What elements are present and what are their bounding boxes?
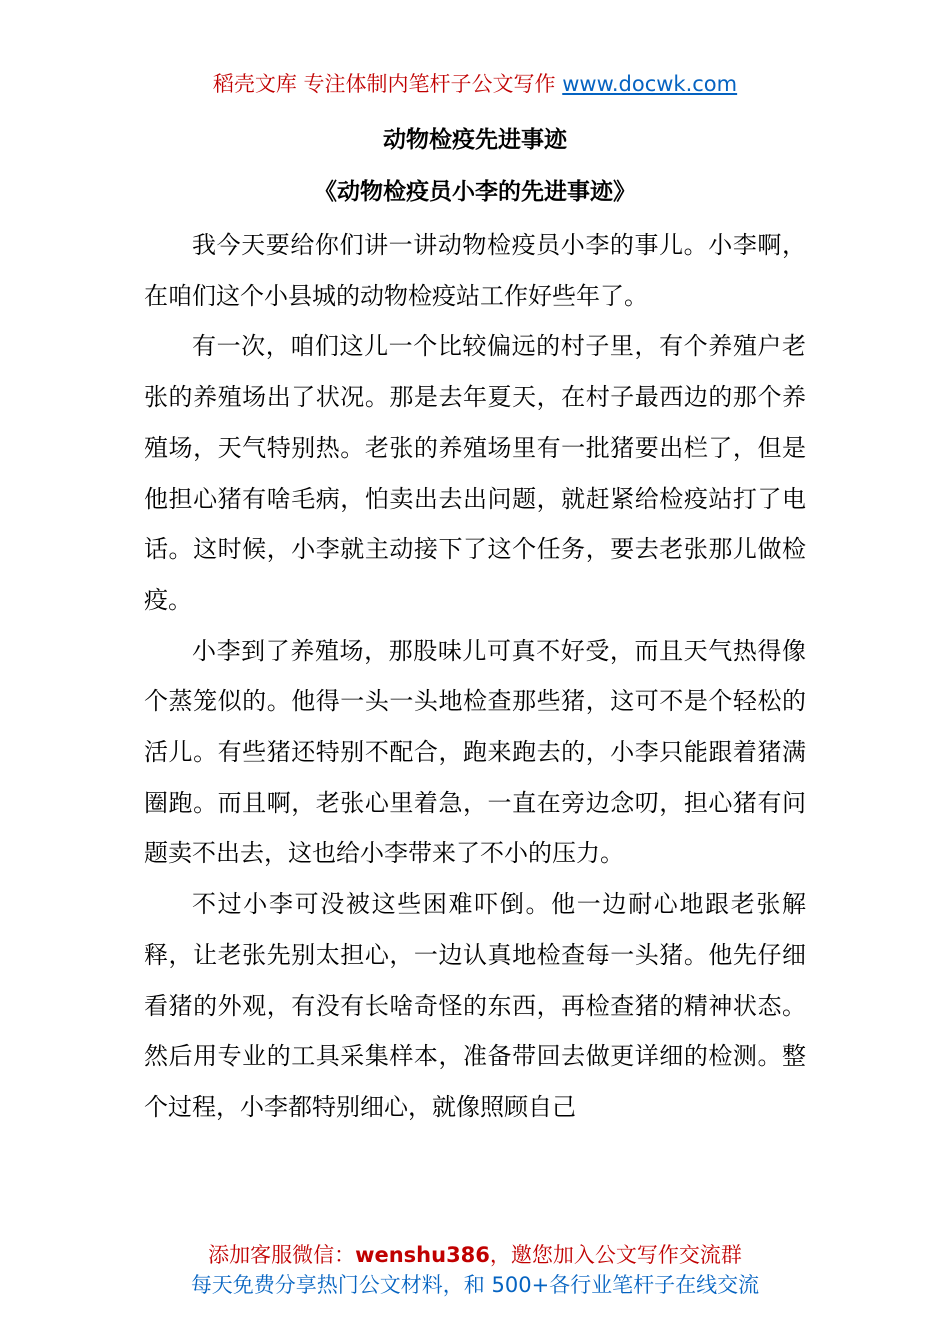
brand-text: 稻壳文库 专注体制内笔杆子公文写作 [212, 72, 556, 96]
paragraph-2: 有一次，咱们这儿一个比较偏远的村子里，有个养殖户老张的养殖场出了状况。那是去年夏天，在村子最西边的那个养殖场，天气特别热。老张的养殖场里有一批猪要出栏了，但是他担心猪有啥毛病，怕卖出去出问题，就赶紧给检疫站打了电话。这时候，小李就主动接下了这个任务，要去老张那儿做检疫。 [144, 332, 806, 614]
footer-promo-line: 每天免费分享热门公文材料，和 500+各行业笔杆子在线交流 [190, 1273, 760, 1297]
footer-contact-line [0, 1240, 950, 1270]
paragraph-4: 不过小李可没被这些困难吓倒。他一边耐心地跟老张解释，让老张先别太担心，一边认真地检查每一头猪。他先仔细看猪的外观，有没有长啥奇怪的东西，再检查猪的精神状态。然后用专业的工具采集样本，准备带回去做更详细的检测。整个过程，小李都特别细心，就像照顾自己 [144, 890, 806, 1121]
site-link[interactable]: www.docwk.com [562, 72, 738, 96]
footer-prefix: 添加客服微信： [208, 1243, 356, 1267]
paragraph-3: 小李到了养殖场，那股味儿可真不好受，而且天气热得像个蒸笼似的。他得一头一头地检查那些猪，这可不是个轻松的活儿。有些猪还特别不配合，跑来跑去的，小李只能跟着猪满圈跑。而且啊，老张心里着急，一直在旁边念叨，担心猪有问题卖不出去，这也给小李带来了不小的压力。 [144, 636, 806, 868]
footer-suffix: ，邀您加入公文写作交流群 [489, 1243, 742, 1267]
document-subtitle: 《动物检疫员小李的先进事迹》 [314, 179, 636, 205]
wechat-id: wenshu386 [355, 1243, 490, 1267]
page-header [0, 68, 950, 100]
document-body [144, 220, 806, 1180]
document-title: 动物检疫先进事迹 [383, 127, 567, 153]
paragraph-1: 我今天要给你们讲一讲动物检疫员小李的事儿。小李啊，在咱们这个小县城的动物检疫站工作好些年了。 [144, 231, 806, 310]
